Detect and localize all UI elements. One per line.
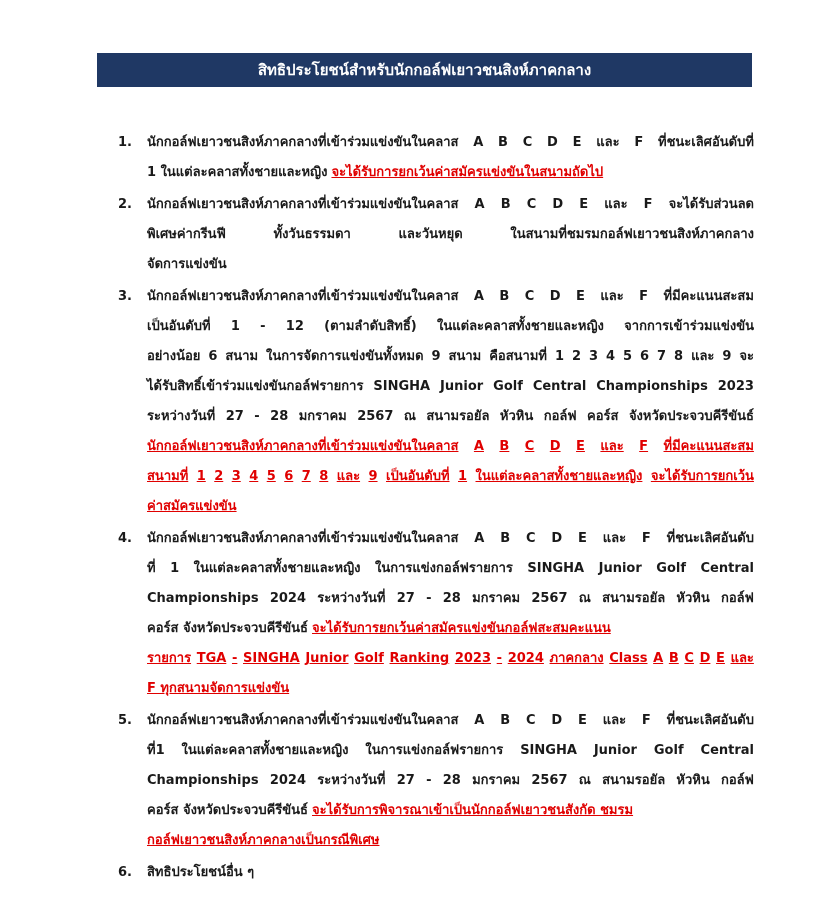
list-item [118,282,754,522]
text-word: ได้รับสิทธิ์เข้าร่วมแข่งขันกอล์ฟรายการ [147,379,364,394]
page-title: สิทธิประโยชน์สำหรับนักกอล์ฟเยาวชนสิงห์ภาคกลาง [257,61,592,79]
highlight-word: C [524,439,535,454]
text-word: 28 [442,591,461,606]
text-word: A [473,135,484,150]
highlight-word: - [496,651,503,666]
item-line [147,342,754,372]
item-line [147,128,754,158]
text-word: Junior [440,379,484,394]
item-line [147,796,754,826]
item-line [147,826,754,856]
highlight-word: 1 [458,469,468,484]
highlight-word: สนามที่ [147,469,189,484]
list-item [118,858,754,888]
item-line [147,674,754,704]
text-word: C [526,197,537,212]
highlight-word: ที่มีคะแนนสะสม [663,439,754,454]
highlight-word: A [473,439,484,454]
text-word: 28 [442,773,461,788]
text-word: E [572,135,582,150]
text-word: B [500,197,511,212]
text-word: 1 [170,561,180,576]
text-word: 6 [640,349,650,364]
highlight-word: C [684,651,694,666]
text-word: มกราคม [472,591,521,606]
text-word: ในการแข่งกอล์ฟรายการ [375,561,513,576]
text-word: ที่ชนะเลิศอันดับ [666,713,754,728]
text-word: 4 [605,349,616,364]
highlight-word: SINGHA [243,651,300,666]
highlight-word: 3 [231,469,241,484]
text-word: จังหวัดประจวบคีรีขันธ์ [628,409,754,424]
highlight-word: F [639,439,649,454]
item-line [147,220,754,250]
highlight-word: 9 [368,469,378,484]
highlight-word: 2 [214,469,224,484]
highlight-word: จะได้รับการยกเว้น [650,469,754,484]
text-word: และ [596,135,620,150]
text-word: E [576,289,585,304]
highlight-word: รายการ [147,651,192,666]
text-word: ระหว่างวันที่ [147,409,216,424]
text-word: E [578,531,587,546]
highlight-word: และ [600,439,624,454]
item-line [147,584,754,614]
highlight-word: - [231,651,238,666]
text-word: 7 [657,349,667,364]
text-word: - [254,409,260,424]
text-word: สนามรอยัล [602,591,666,606]
text-word: ที่ชนะเลิศอันดับ [666,531,754,546]
item-number: 1. [118,135,132,150]
text-word: สนาม [448,349,482,364]
highlight-word: 2023 [454,651,492,666]
text-word: F [643,197,653,212]
highlight-word: D [549,439,561,454]
highlight-word: B [499,439,510,454]
text-word: นักกอล์ฟเยาวชนสิงห์ภาคกลางที่เข้าร่วมแข่งขันในคลาส [147,531,459,546]
text-word: Central [700,743,754,758]
text-word: ในแต่ละคลาสทั้งชายและหญิง [437,319,604,334]
text-word: C [525,713,536,728]
text-word: ในสนามที่ชมรมกอล์ฟเยาวชนสิงห์ภาคกลาง [510,227,754,242]
list-item [118,524,754,704]
item-line [147,524,754,554]
highlight-text: จะได้รับการยกเว้นค่าสมัครแข่งขันกอล์ฟสะสมคะแนน [312,621,611,636]
text-word: 9 [722,349,732,364]
highlight-word: และ [336,469,361,484]
item-line [147,736,754,766]
text-word: 3 [588,349,599,364]
text-word: มกราคม [472,773,521,788]
text-word: และวันหยุด [398,227,463,242]
text-word: (ตามลำดับสิทธิ์) [324,319,417,334]
text-word: - [260,319,266,334]
text-word: C [525,531,536,546]
text-word: มกราคม [298,409,347,424]
text-word: 2024 [269,591,306,606]
text-word: 2 [571,349,581,364]
text-word: ในการจัดการแข่งขันทั้งหมด [266,349,424,364]
text-word: สนามรอยัล [602,773,666,788]
body-text: สิทธิประโยชน์อื่น ๆ [147,865,255,880]
text-word: ที่ชนะเลิศอันดับที่ [658,135,754,150]
highlight-word: B [668,651,679,666]
text-word: F [641,531,651,546]
text-word: และ [600,289,624,304]
item-line [147,766,754,796]
highlight-word: เป็นอันดับที่ [386,469,450,484]
text-word: สนามรอยัล [426,409,490,424]
text-word: 6 [208,349,218,364]
body-text: คอร์ส จังหวัดประจวบคีรีขันธ์ [147,621,308,636]
text-word: 1 [230,319,240,334]
text-word: Central [532,379,587,394]
highlight-word: 5 [266,469,276,484]
text-word: Championships [596,379,708,394]
highlight-word: 4 [249,469,259,484]
text-word: Golf [493,379,523,394]
highlight-word: A [653,651,664,666]
item-line [147,492,754,522]
text-word: A [474,713,485,728]
text-word: 27 [225,409,244,424]
text-word: ที่มีคะแนนสะสม [663,289,754,304]
text-word: ณ [578,773,591,788]
body-text: จัดการแข่งขัน [147,257,227,272]
text-word: 27 [396,773,415,788]
text-word: E [578,713,587,728]
text-word: 2567 [531,591,568,606]
text-word: 2567 [357,409,394,424]
text-word: 27 [396,591,415,606]
text-word: คอร์ส [587,409,619,424]
text-word: จะ [739,349,754,364]
highlight-word: นักกอล์ฟเยาวชนสิงห์ภาคกลางที่เข้าร่วมแข่งขันในคลาส [147,439,459,454]
text-word: ในแต่ละคลาสทั้งชายและหญิง [181,743,349,758]
text-word: Central [700,561,754,576]
highlight-text: กอล์ฟเยาวชนสิงห์ภาคกลางเป็นกรณีพิเศษ [147,833,380,848]
text-word: 9 [431,349,441,364]
text-word: ที่1 [147,743,165,758]
text-word: Golf [653,743,684,758]
item-line [147,858,754,888]
highlight-word: Junior [305,651,349,666]
text-word: ในการแข่งกอล์ฟรายการ [365,743,504,758]
text-word: F [639,289,649,304]
text-word: Junior [598,561,642,576]
text-word: Golf [656,561,686,576]
text-word: ทั้งวันธรรมดา [273,227,351,242]
text-word: SINGHA [373,379,431,394]
text-word: และ [604,197,628,212]
text-word: สนาม [225,349,259,364]
text-word: 12 [285,319,304,334]
text-word: SINGHA [520,743,577,758]
highlight-text: จะได้รับการยกเว้นค่าสมัครแข่งขันในสนามถัดไป [331,165,604,180]
highlight-word: 6 [284,469,294,484]
text-word: 8 [674,349,684,364]
text-word: A [473,289,484,304]
body-text: คอร์ส จังหวัดประจวบคีรีขันธ์ [147,803,308,818]
text-word: นักกอล์ฟเยาวชนสิงห์ภาคกลางที่เข้าร่วมแข่งขันในคลาส [147,713,459,728]
text-word: นักกอล์ฟเยาวชนสิงห์ภาคกลางที่เข้าร่วมแข่งขันในคลาส [147,197,459,212]
highlight-text: ค่าสมัครแข่งขัน [147,499,237,514]
text-word: Junior [593,743,637,758]
text-word: D [549,289,561,304]
highlight-word: 8 [319,469,329,484]
item-number: 5. [118,713,132,728]
highlight-word: 2024 [507,651,544,666]
text-word: กอล์ฟ [721,591,754,606]
highlight-word: และ [730,651,754,666]
item-line [147,706,754,736]
highlight-word: Golf [354,651,384,666]
text-word: ในแต่ละคลาสทั้งชายและหญิง [193,561,361,576]
text-word: นักกอล์ฟเยาวชนสิงห์ภาคกลางที่เข้าร่วมแข่งขันในคลาส [147,135,459,150]
text-word: 5 [623,349,633,364]
text-word: F [641,713,651,728]
text-word: ระหว่างวันที่ [317,591,386,606]
text-word: ณ [403,409,416,424]
text-word: D [551,713,563,728]
item-number: 2. [118,197,132,212]
item-line [147,554,754,584]
text-word: D [547,135,558,150]
highlight-word: 7 [301,469,311,484]
text-word: B [499,289,510,304]
text-word: - [426,591,432,606]
text-word: B [500,713,511,728]
text-word: ณ [578,591,591,606]
text-word: นักกอล์ฟเยาวชนสิงห์ภาคกลางที่เข้าร่วมแข่งขันในคลาส [147,289,459,304]
item-line [147,462,754,492]
list-item [118,706,754,856]
body-text: 1 ในแต่ละคลาสทั้งชายและหญิง [147,165,328,180]
item-line [147,432,754,462]
text-word: Championships [147,773,259,788]
text-word: ที่ [147,561,156,576]
text-word: C [522,135,533,150]
text-word: จากการเข้าร่วมแข่งขัน [624,319,754,334]
text-word: จะได้รับส่วนลด [668,197,754,212]
item-line [147,372,754,402]
highlight-word: E [716,651,725,666]
text-word: 1 [554,349,564,364]
text-word: SINGHA [527,561,585,576]
text-word: 2567 [531,773,568,788]
text-word: ระหว่างวันที่ [317,773,386,788]
text-word: กอล์ฟ [721,773,754,788]
text-word: B [498,135,508,150]
text-word: หัวหิน [676,773,710,788]
text-word: 2024 [269,773,306,788]
highlight-word: 1 [196,469,206,484]
list-item [118,128,754,188]
item-line [147,644,754,674]
text-word: D [552,197,564,212]
text-word: อย่างน้อย [147,349,201,364]
highlight-word: Class [609,651,648,666]
title-banner [97,53,752,87]
text-word: คือสนามที่ [489,349,547,364]
text-word: B [500,531,511,546]
highlight-word: D [699,651,711,666]
item-line [147,250,754,280]
text-word: C [524,289,535,304]
text-word: A [474,531,485,546]
highlight-word: E [576,439,585,454]
text-word: กอล์ฟ [543,409,577,424]
list-item [118,190,754,280]
item-line [147,190,754,220]
text-word: F [634,135,644,150]
text-word: และ [691,349,715,364]
benefit-list [118,128,754,890]
text-word: เป็นอันดับที่ [147,319,211,334]
item-number: 3. [118,289,132,304]
item-line [147,158,754,188]
text-word: Championships [147,591,259,606]
text-word: 28 [270,409,289,424]
item-line [147,282,754,312]
highlight-word: ภาคกลาง [549,651,604,666]
text-word: A [474,197,485,212]
item-number: 4. [118,531,132,546]
highlight-word: ในแต่ละคลาสทั้งชายและหญิง [475,469,643,484]
item-number: 6. [118,865,132,880]
item-line [147,614,754,644]
text-word: พิเศษค่ากรีนฟี [147,227,226,242]
text-word: - [426,773,432,788]
text-word: และ [602,713,627,728]
item-line [147,402,754,432]
highlight-text: F ทุกสนามจัดการแข่งขัน [147,681,290,696]
text-word: หัวหิน [499,409,534,424]
text-word: หัวหิน [676,591,710,606]
highlight-text: จะได้รับการพิจารณาเข้าเป็นนักกอล์ฟเยาวชนสังกัด ชมรม [312,803,634,818]
text-word: และ [602,531,627,546]
text-word: 2023 [717,379,754,394]
text-word: D [551,531,563,546]
item-line [147,312,754,342]
highlight-word: TGA [196,651,227,666]
text-word: E [579,197,589,212]
highlight-word: Ranking [389,651,450,666]
